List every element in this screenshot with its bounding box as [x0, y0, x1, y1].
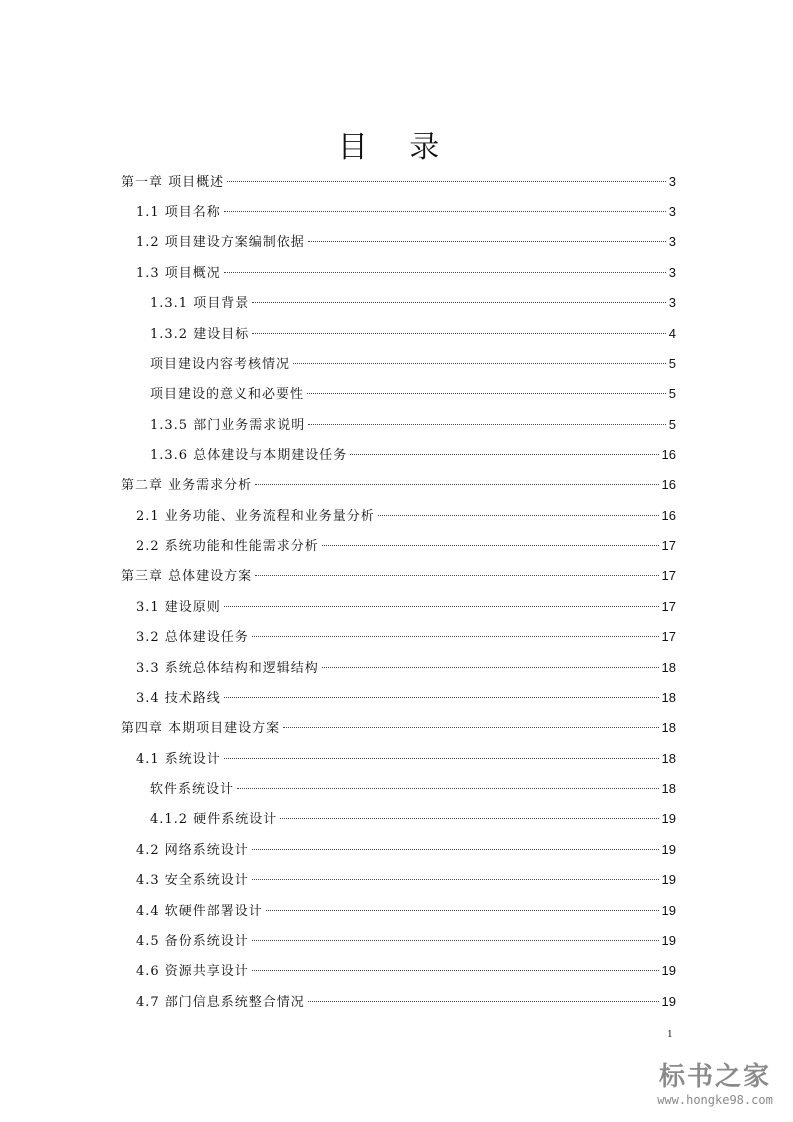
toc-label: 2.1 业务功能、业务流程和业务量分析	[136, 509, 375, 524]
toc-entry[interactable]	[150, 415, 676, 436]
toc-label: 4.7 部门信息系统整合情况	[136, 995, 305, 1010]
toc-leader	[224, 758, 659, 759]
toc-leader	[350, 454, 658, 455]
toc-entry[interactable]	[121, 172, 676, 193]
toc-leader	[307, 393, 666, 394]
toc-leader	[308, 241, 666, 242]
watermark-url: www.hongke98.com	[657, 1093, 773, 1107]
toc-entry[interactable]	[136, 840, 676, 861]
toc-label: 3.2 总体建设任务	[136, 630, 249, 645]
toc-entry[interactable]	[150, 384, 676, 405]
watermark	[640, 1062, 790, 1108]
watermark-title: 标书之家	[658, 1062, 771, 1092]
toc-leader	[224, 211, 666, 212]
toc-leader	[227, 181, 666, 182]
toc-leader	[252, 302, 666, 303]
toc-leader	[322, 545, 659, 546]
toc-page: 19	[661, 933, 676, 948]
toc-leader	[293, 363, 666, 364]
toc-label: 4.1 系统设计	[136, 752, 221, 767]
toc-page: 19	[661, 872, 676, 887]
toc-label: 1.3.6 总体建设与本期建设任务	[150, 448, 348, 463]
toc-label: 第四章 本期项目建设方案	[121, 721, 281, 736]
toc-label: 第一章 项目概述	[121, 175, 225, 190]
toc-label: 4.1.2 硬件系统设计	[150, 812, 278, 827]
toc-entry[interactable]	[136, 597, 676, 618]
toc-page: 18	[661, 660, 676, 675]
toc-entry[interactable]	[150, 779, 676, 800]
toc-entry[interactable]	[136, 992, 676, 1013]
toc-entry[interactable]	[136, 749, 676, 770]
toc-label: 第二章 业务需求分析	[121, 478, 253, 493]
toc-page: 18	[661, 720, 676, 735]
toc-label: 软件系统设计	[150, 782, 235, 797]
toc-label: 4.4 软硬件部署设计	[136, 904, 263, 919]
toc-page: 17	[661, 568, 676, 583]
toc-entry[interactable]	[121, 475, 676, 496]
toc-leader	[252, 636, 659, 637]
toc-leader	[322, 667, 659, 668]
toc-entry[interactable]	[150, 445, 676, 466]
toc-leader	[224, 272, 666, 273]
toc-page: 19	[661, 842, 676, 857]
toc-page: 5	[668, 386, 676, 401]
toc-leader	[255, 575, 658, 576]
toc-label: 项目建设的意义和必要性	[150, 387, 305, 402]
toc-entry[interactable]	[150, 293, 676, 314]
toc-label: 2.2 系统功能和性能需求分析	[136, 539, 319, 554]
toc-entry[interactable]	[136, 263, 676, 284]
toc-entry[interactable]	[121, 566, 676, 587]
toc-page: 16	[661, 477, 676, 492]
toc-label: 4.5 备份系统设计	[136, 934, 249, 949]
toc-label: 3.4 技术路线	[136, 691, 221, 706]
toc-leader	[252, 940, 659, 941]
toc-label: 1.2 项目建设方案编制依据	[136, 235, 305, 250]
toc-entry[interactable]	[150, 324, 676, 345]
toc-entry[interactable]	[121, 718, 676, 739]
toc-page: 16	[661, 447, 676, 462]
toc-label: 1.3.1 项目背景	[150, 296, 250, 311]
toc-label: 4.2 网络系统设计	[136, 843, 249, 858]
toc-entry[interactable]	[136, 202, 676, 223]
toc-page: 3	[668, 204, 676, 219]
toc-page: 19	[661, 811, 676, 826]
toc-page: 19	[661, 994, 676, 1009]
toc-entry[interactable]	[136, 506, 676, 527]
toc-leader	[283, 727, 658, 728]
toc-entry[interactable]	[136, 870, 676, 891]
toc-leader	[252, 970, 659, 971]
toc-entry[interactable]	[136, 688, 676, 709]
toc-leader	[252, 333, 666, 334]
toc-page: 16	[661, 508, 676, 523]
toc-label: 1.3.2 建设目标	[150, 327, 250, 342]
toc-label: 4.6 资源共享设计	[136, 964, 249, 979]
toc-leader	[266, 910, 659, 911]
toc-page: 3	[668, 265, 676, 280]
toc-label: 1.1 项目名称	[136, 205, 221, 220]
toc-label: 项目建设内容考核情况	[150, 357, 291, 372]
page-title: 目 录	[337, 130, 456, 165]
toc-page: 17	[661, 599, 676, 614]
toc-entry[interactable]	[136, 961, 676, 982]
toc-page: 3	[668, 174, 676, 189]
toc-entry[interactable]	[136, 901, 676, 922]
toc-label: 3.1 建设原则	[136, 600, 221, 615]
toc-page: 19	[661, 963, 676, 978]
page-number: 1	[667, 1028, 673, 1040]
toc-page: 3	[668, 234, 676, 249]
toc-page: 5	[668, 356, 676, 371]
toc-entry[interactable]	[136, 627, 676, 648]
toc-entry[interactable]	[136, 931, 676, 952]
toc-page: 18	[661, 781, 676, 796]
toc-leader	[255, 484, 658, 485]
toc-label: 第三章 总体建设方案	[121, 569, 253, 584]
toc-page: 18	[661, 751, 676, 766]
toc-label: 3.3 系统总体结构和逻辑结构	[136, 661, 319, 676]
toc-label: 1.3 项目概况	[136, 266, 221, 281]
toc-leader	[252, 849, 659, 850]
toc-page: 19	[661, 903, 676, 918]
toc-page: 17	[661, 538, 676, 553]
toc-page: 3	[668, 295, 676, 310]
toc-entry[interactable]	[150, 354, 676, 375]
toc-leader	[308, 1001, 659, 1002]
toc-page: 4	[668, 326, 676, 341]
toc-entry[interactable]	[150, 809, 676, 830]
toc-page: 17	[661, 629, 676, 644]
toc-entry[interactable]	[136, 658, 676, 679]
toc-leader	[308, 424, 666, 425]
toc-page: 18	[661, 690, 676, 705]
toc-leader	[280, 818, 658, 819]
toc-entry[interactable]	[136, 232, 676, 253]
toc-leader	[224, 606, 659, 607]
toc-leader	[237, 788, 659, 789]
toc-page: 5	[668, 417, 676, 432]
toc-label: 4.3 安全系统设计	[136, 873, 249, 888]
toc-leader	[224, 697, 659, 698]
toc-leader	[252, 879, 659, 880]
toc-leader	[378, 515, 659, 516]
toc-label: 1.3.5 部门业务需求说明	[150, 418, 306, 433]
toc-entry[interactable]	[136, 536, 676, 557]
